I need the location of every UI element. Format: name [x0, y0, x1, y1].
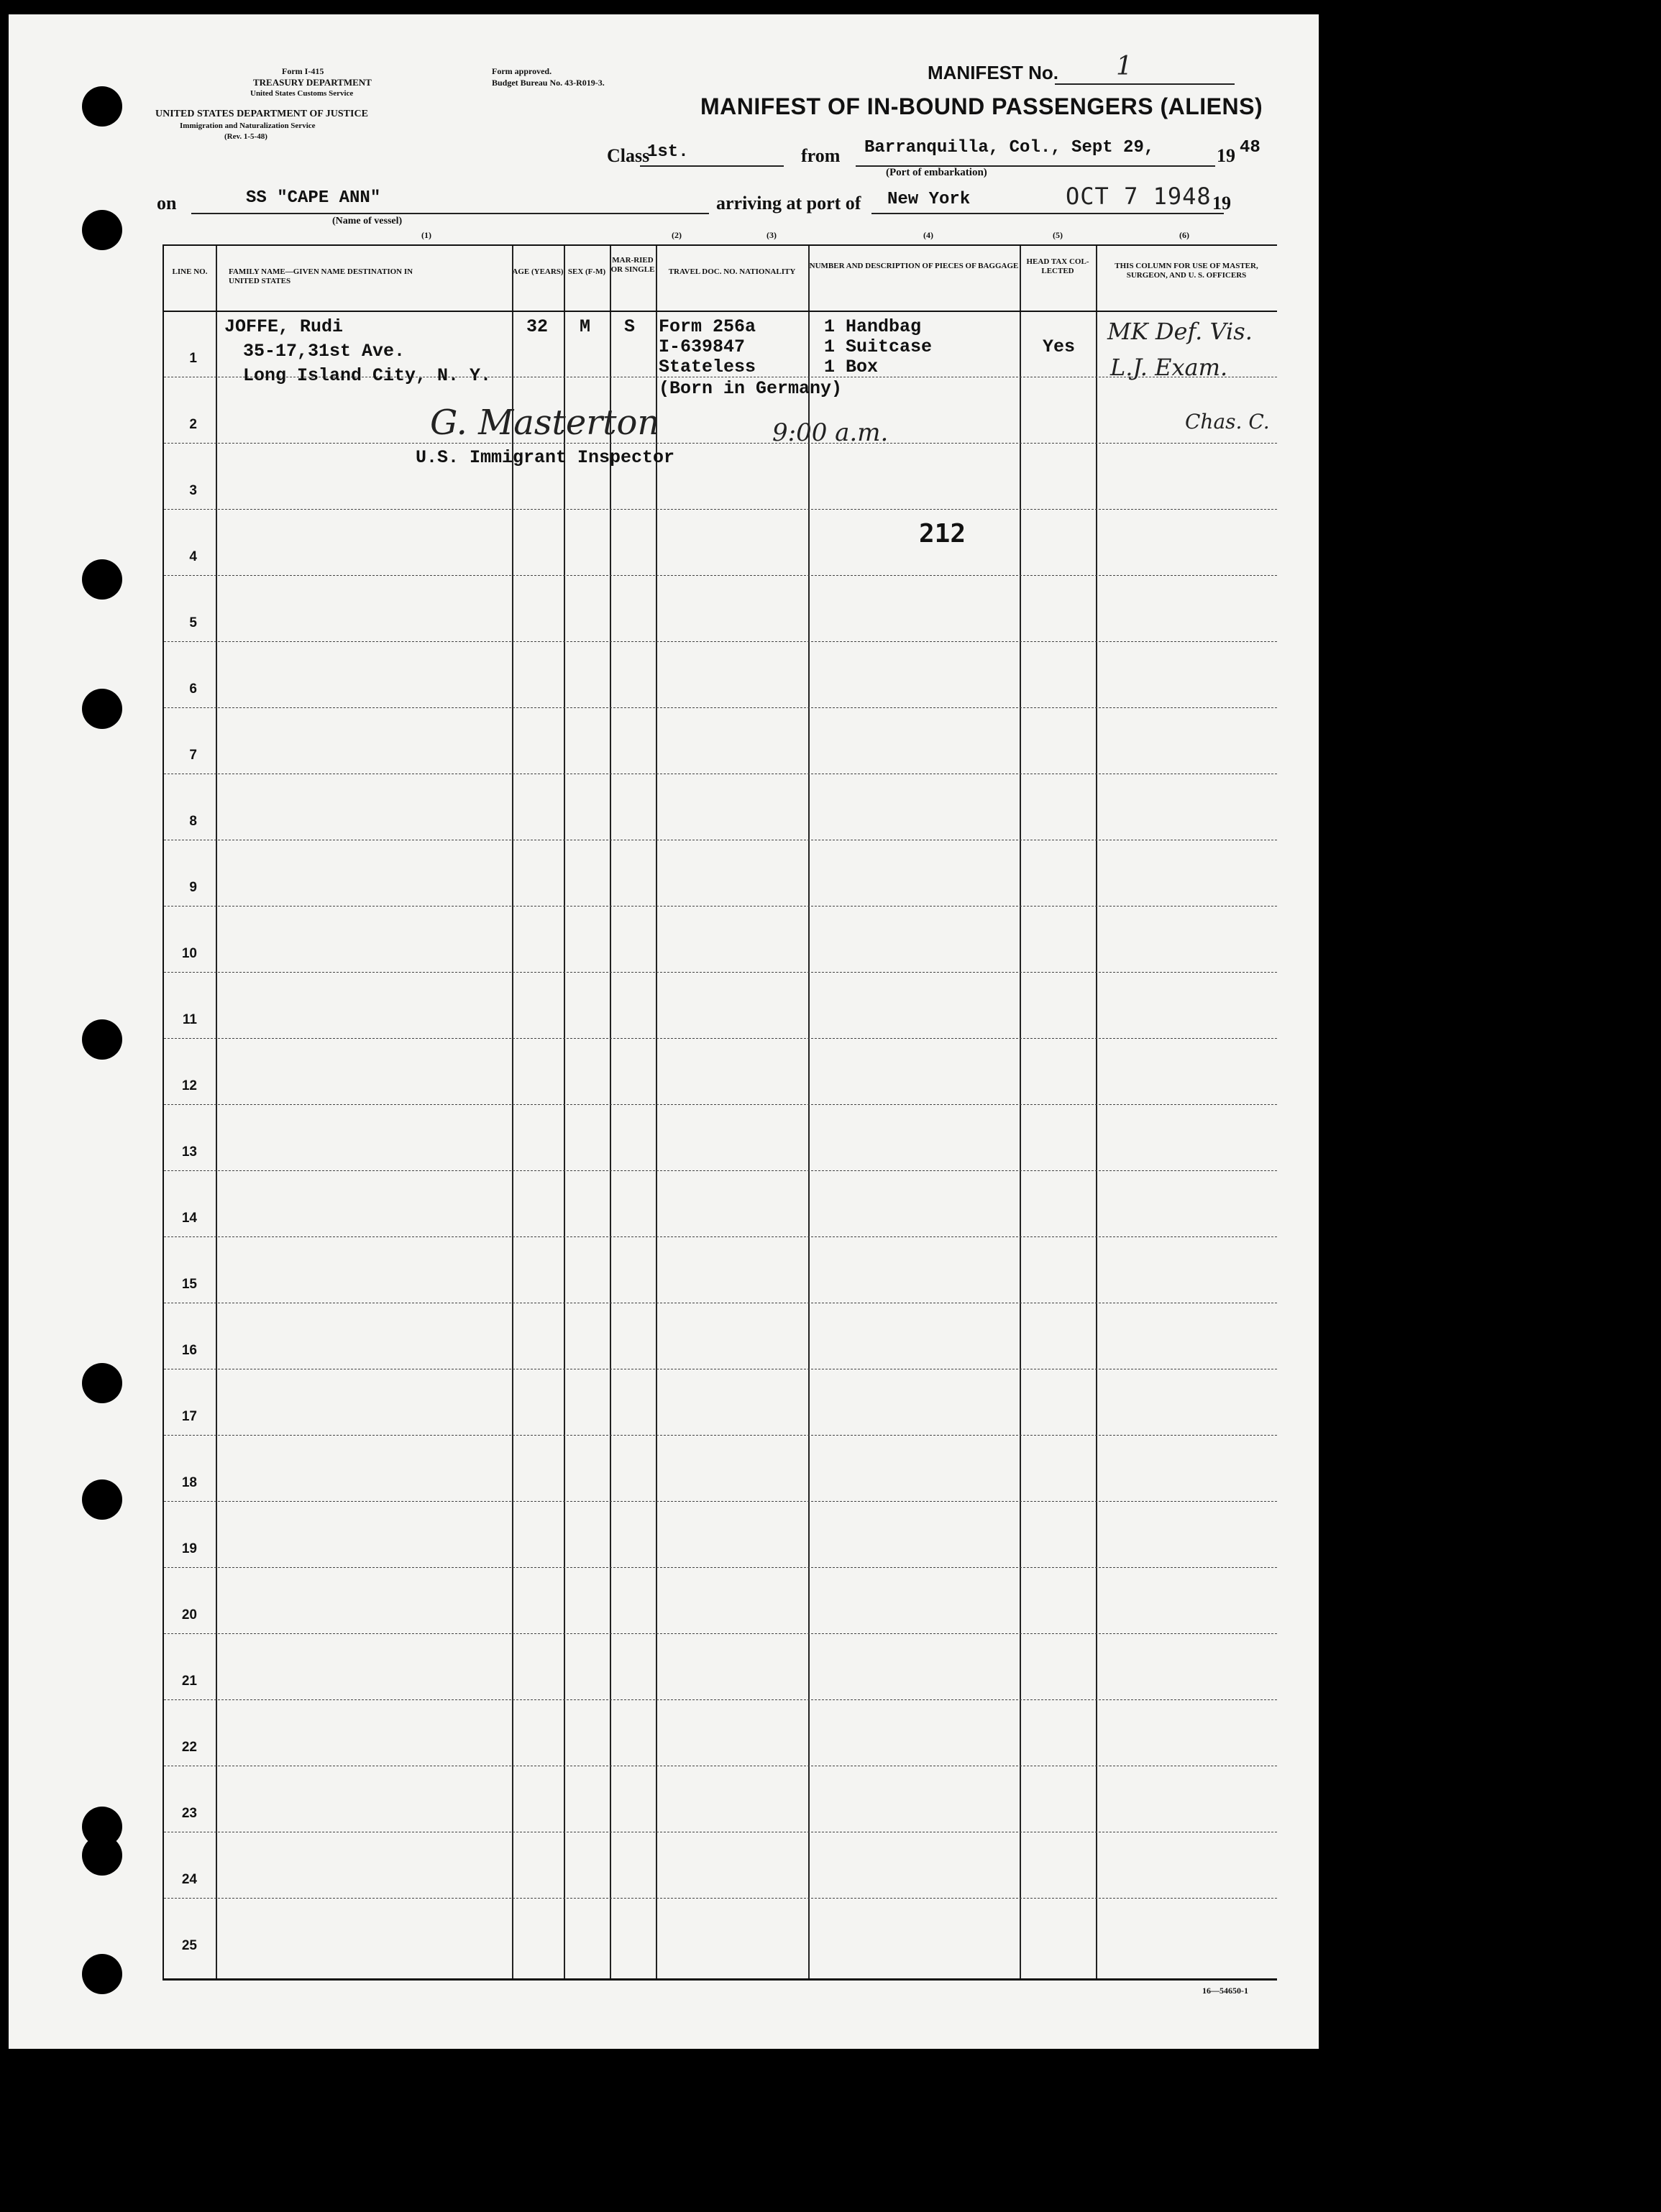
on-label: on	[157, 193, 177, 214]
row-divider	[164, 443, 1277, 444]
line-number: 23	[181, 1806, 197, 1821]
line-number: 13	[181, 1144, 197, 1160]
arriving-label: arriving at port of	[716, 193, 861, 214]
col-num-4: (4)	[923, 230, 933, 240]
row-divider	[164, 906, 1277, 907]
vessel-name: SS "CAPE ANN"	[246, 188, 381, 208]
manifest-page	[9, 14, 1319, 2049]
line-number: 18	[181, 1475, 197, 1490]
line-number: 12	[181, 1078, 197, 1093]
manifest-table	[163, 244, 1277, 1981]
travel-doc-1: Form 256a	[659, 316, 756, 337]
col-num-3: (3)	[767, 230, 777, 240]
from-label: from	[801, 145, 841, 166]
row-divider	[164, 707, 1277, 708]
officer-note-1: MK Def. Vis.	[1107, 318, 1253, 345]
manifest-no-label: MANIFEST No.	[928, 62, 1058, 83]
passenger-address-1: 35-17,31st Ave.	[243, 341, 406, 362]
line-number: 21	[181, 1674, 197, 1689]
line-number: 4	[189, 549, 197, 564]
row-divider	[164, 1699, 1277, 1700]
line-number: 11	[182, 1012, 197, 1027]
line-number: 24	[181, 1872, 197, 1887]
col-num-6: (6)	[1179, 230, 1189, 240]
row-divider	[164, 1236, 1277, 1237]
passenger-age: 32	[526, 316, 549, 337]
line-number: 14	[181, 1211, 197, 1226]
line-number: 19	[181, 1541, 197, 1556]
row-divider	[164, 1104, 1277, 1105]
head-tax: Yes	[1043, 336, 1076, 357]
row-divider	[164, 972, 1277, 973]
row-divider	[164, 509, 1277, 510]
customs-service: United States Customs Service	[250, 89, 354, 98]
row-divider	[164, 1435, 1277, 1436]
line-number: 6	[189, 682, 197, 697]
line-number: 1	[189, 351, 197, 366]
passenger-sex: M	[580, 316, 591, 337]
passenger-marital: S	[624, 316, 636, 337]
travel-doc-2: I-639847	[659, 336, 746, 357]
vessel-caption: (Name of vessel)	[332, 216, 403, 226]
row-divider	[164, 641, 1277, 642]
line-number: 20	[181, 1607, 197, 1623]
row-divider	[164, 1633, 1277, 1634]
line-number: 22	[181, 1740, 197, 1755]
col-num-5: (5)	[1053, 230, 1063, 240]
class-value: 1st.	[647, 142, 689, 162]
from-value: Barranquilla, Col., Sept 29,	[864, 138, 1155, 157]
arriving-port: New York	[887, 190, 971, 209]
col-header-baggage: NUMBER AND DESCRIPTION OF PIECES OF BAGGAGE	[809, 262, 1019, 270]
row-divider	[164, 1038, 1277, 1039]
form-approved: Form approved.	[492, 66, 552, 76]
punch-hole	[82, 1019, 122, 1060]
date-stamp: OCT 7 1948	[1066, 183, 1212, 210]
punch-hole	[82, 689, 122, 729]
line-number: 10	[181, 946, 197, 961]
col-num-2: (2)	[672, 230, 682, 240]
row-divider	[164, 575, 1277, 576]
passenger-address-2: Long Island City, N. Y.	[243, 365, 492, 386]
justice-dept: UNITED STATES DEPARTMENT OF JUSTICE	[155, 109, 368, 119]
year-value: 48	[1240, 138, 1260, 157]
baggage-3: 1 Box	[824, 357, 879, 377]
inspector-caption: U.S. Immigrant Inspector	[416, 447, 675, 468]
line-number: 9	[189, 880, 197, 895]
officer-note-2: L.J. Exam.	[1110, 354, 1228, 381]
footer-code: 16—54650-1	[1202, 1986, 1248, 1996]
row-divider	[164, 1898, 1277, 1899]
baggage-2: 1 Suitcase	[824, 336, 933, 357]
passenger-name: JOFFE, Rudi	[224, 316, 344, 337]
line-number: 7	[189, 748, 197, 763]
punch-hole	[82, 86, 122, 127]
line-number: 17	[181, 1409, 197, 1424]
col-header-officers: THIS COLUMN FOR USE OF MASTER, SURGEON, AND U. S. OFFICERS	[1115, 262, 1258, 280]
year-suffix: 19	[1212, 193, 1231, 214]
col-header-doc: TRAVEL DOC. NO. NATIONALITY	[668, 267, 796, 276]
line-number: 8	[189, 814, 197, 829]
punch-hole	[82, 1363, 122, 1403]
page-title: MANIFEST OF IN-BOUND PASSENGERS (ALIENS)	[700, 93, 1263, 119]
line-number: 3	[189, 483, 197, 498]
inspection-time: 9:00 a.m.	[772, 418, 889, 447]
line-number: 25	[181, 1938, 197, 1953]
budget-bureau: Budget Bureau No. 43-R019-3.	[492, 78, 605, 88]
travel-doc-3: Stateless	[659, 357, 756, 377]
travel-doc-4: (Born in Germany)	[659, 378, 843, 399]
line-number: 16	[181, 1343, 197, 1358]
officer-note-3: Chas. C.	[1185, 410, 1270, 433]
form-number: Form I-415	[282, 66, 324, 76]
class-label: Class	[607, 145, 650, 166]
punch-hole	[82, 210, 122, 250]
col-header-age: AGE (YEARS)	[512, 267, 564, 276]
revision: (Rev. 1-5-48)	[224, 132, 267, 141]
ins-service: Immigration and Naturalization Service	[180, 121, 316, 130]
row-divider	[164, 1567, 1277, 1568]
punch-hole	[82, 1835, 122, 1876]
punch-hole	[82, 1479, 122, 1520]
treasury-dept: TREASURY DEPARTMENT	[253, 77, 372, 88]
col-header-sex: SEX (F-M)	[567, 267, 606, 276]
row-divider	[164, 1501, 1277, 1502]
col-header-line: LINE NO.	[172, 267, 208, 276]
inspector-signature: G. Masterton	[430, 403, 660, 443]
punch-hole	[82, 559, 122, 600]
stamp-number: 212	[919, 519, 966, 549]
line-number: 2	[189, 417, 197, 432]
col-header-name: FAMILY NAME—GIVEN NAME DESTINATION IN UNITED STATES	[229, 267, 413, 285]
line-number: 5	[189, 615, 197, 630]
row-divider	[164, 1170, 1277, 1171]
col-header-marital: MAR-RIED OR SINGLE	[610, 256, 655, 274]
manifest-no-value: 1	[1116, 52, 1132, 81]
punch-hole	[82, 1954, 122, 1994]
baggage-1: 1 Handbag	[824, 316, 922, 337]
line-number: 15	[181, 1277, 197, 1292]
col-header-headtax: HEAD TAX COL-LECTED	[1026, 257, 1089, 275]
port-embark-caption: (Port of embarkation)	[886, 167, 987, 178]
col-num-1: (1)	[421, 230, 431, 240]
year-prefix: 19	[1217, 145, 1235, 166]
